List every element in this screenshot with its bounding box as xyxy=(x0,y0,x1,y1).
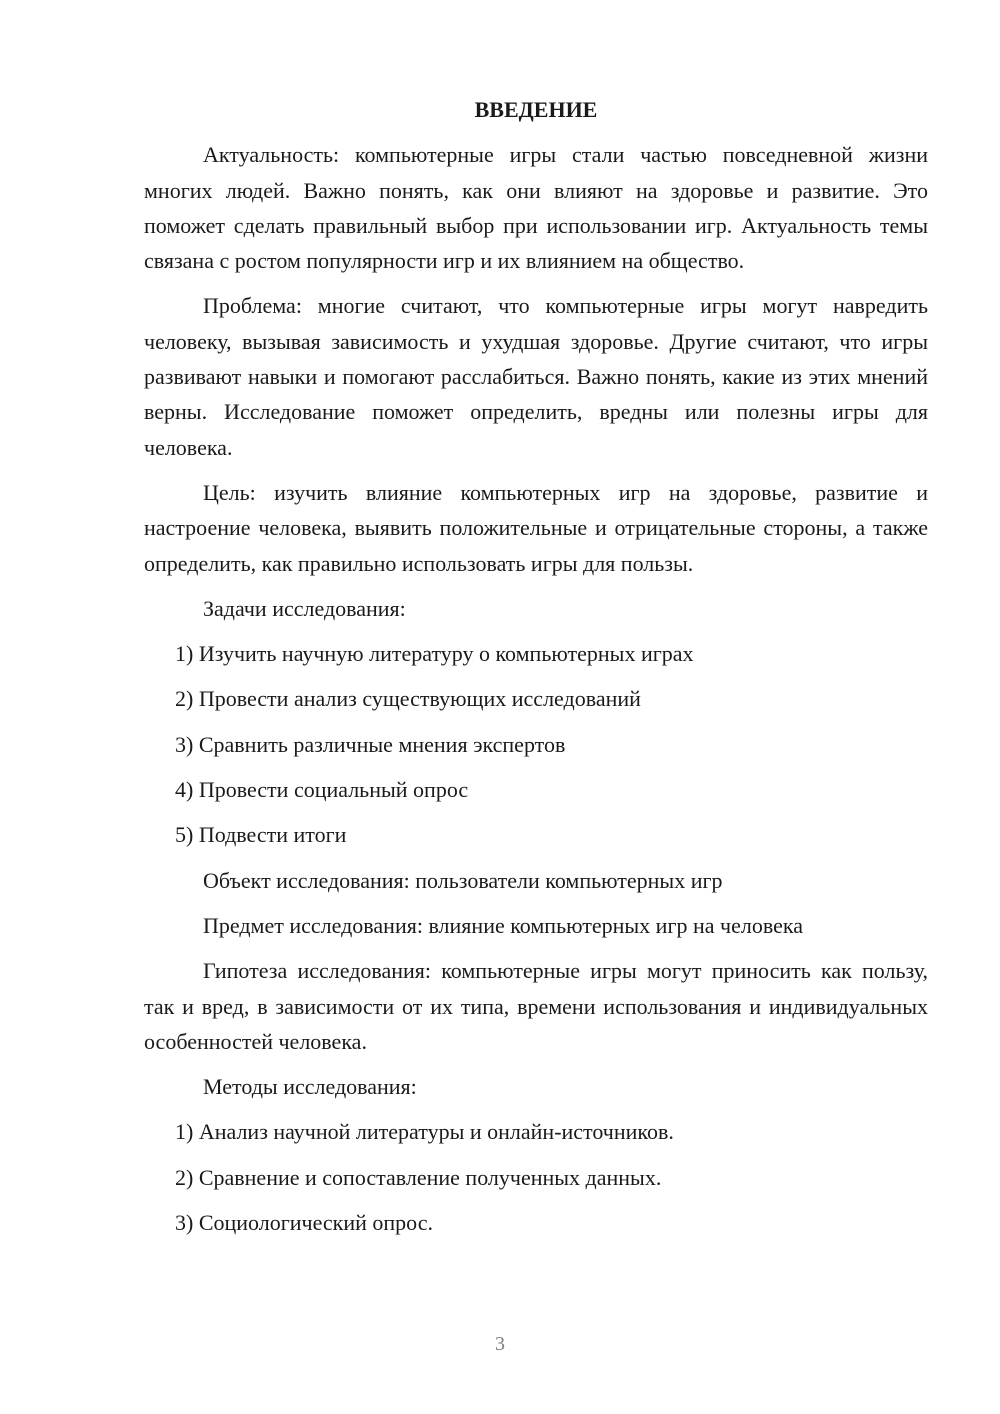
tasks-heading: Задачи исследования: xyxy=(203,595,406,621)
task-item: 5) Подвести итоги xyxy=(175,822,347,848)
task-item: 4) Провести социальный опрос xyxy=(175,777,469,803)
method-item: 1) Анализ научной литературы и онлайн-источников. xyxy=(175,1119,674,1145)
page-title: ВВЕДЕНИЕ xyxy=(474,97,598,122)
task-item: 2) Провести анализ существующих исследований xyxy=(175,686,641,712)
research-object: Объект исследования: пользователи компьютерных игр xyxy=(203,867,723,893)
document-page xyxy=(144,92,928,1250)
method-item: 2) Сравнение и сопоставление полученных данных. xyxy=(175,1164,662,1190)
method-item: 3) Социологический опрос. xyxy=(175,1210,433,1236)
paragraph-goal: Цель: изучить влияние компьютерных игр на здоровье, развитие и настроение человека, выявить положительные и отрицательные стороны, а также определить, как правильно использовать игры для пользы. xyxy=(144,479,928,576)
paragraph-relevance: Актуальность: компьютерные игры стали частью повседневной жизни многих людей. Важно понять, как они влияют на здоровье и развитие. Это поможет сделать правильный выбор при использовании игр. Актуальность темы связана с ростом популярности игр и их влиянием на общество. xyxy=(144,142,928,274)
page-number: 3 xyxy=(495,1333,505,1355)
paragraph-problem: Проблема: многие считают, что компьютерные игры могут навредить человеку, вызывая зависимость и ухудшая здоровье. Другие считают, что игры развивают навыки и помогают расслабиться. Важно понять, какие из этих мнений верны. Исследование поможет определить, вредны или полезны игры для человека. xyxy=(144,293,928,460)
research-hypothesis: Гипотеза исследования: компьютерные игры могут приносить как пользу, так и вред, в зависимости от их типа, времени использования и индивидуальных особенностей человека. xyxy=(144,958,928,1054)
task-item: 3) Сравнить различные мнения экспертов xyxy=(175,731,566,757)
task-item: 1) Изучить научную литературу о компьютерных играх xyxy=(175,641,694,667)
methods-heading: Методы исследования: xyxy=(203,1074,417,1100)
research-subject: Предмет исследования: влияние компьютерных игр на человека xyxy=(203,912,803,938)
